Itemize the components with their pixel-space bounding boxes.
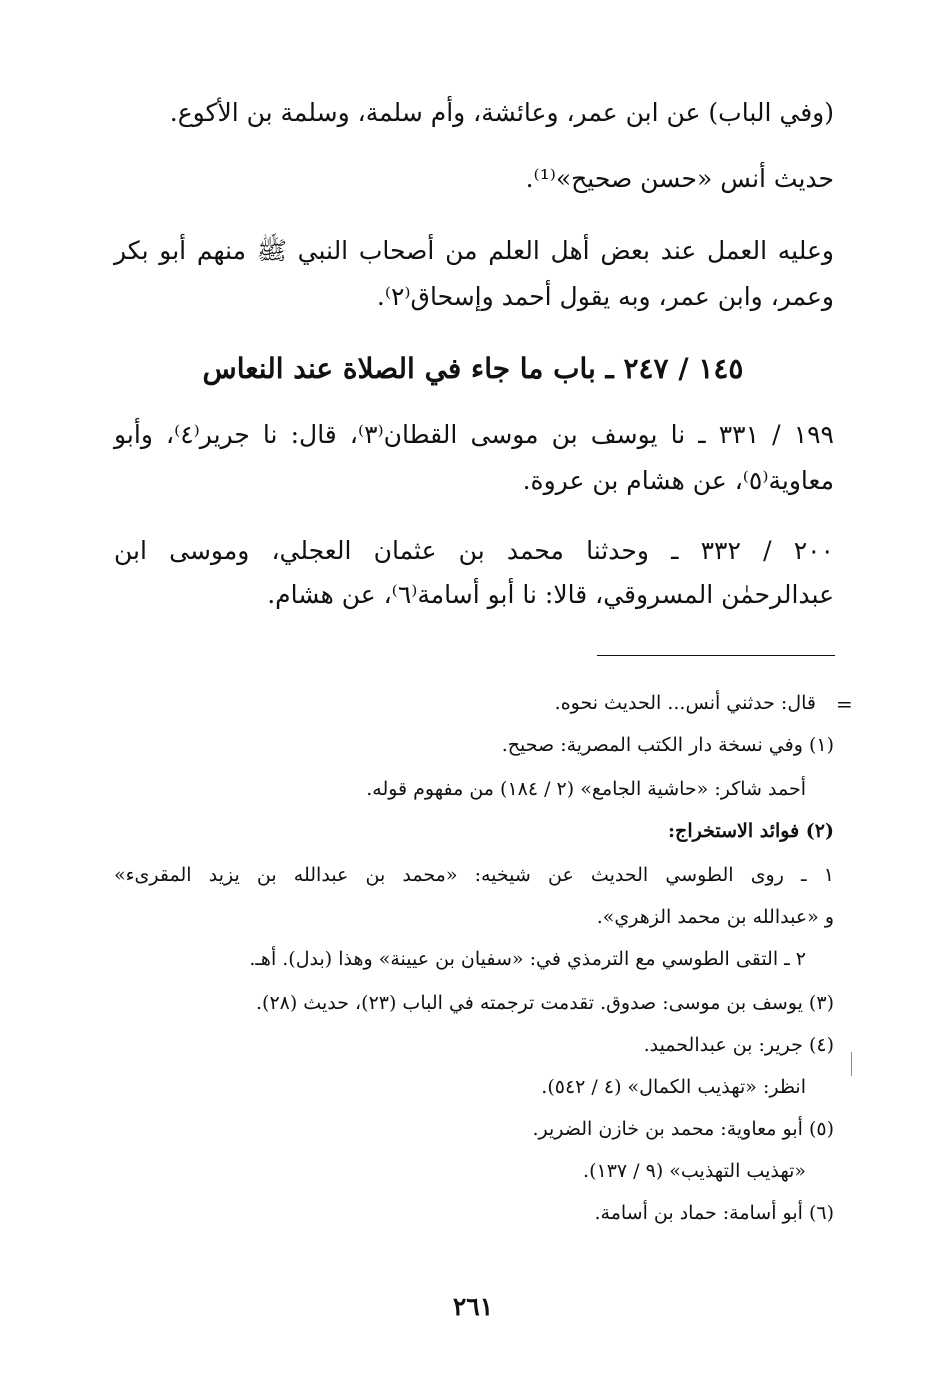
body-line-1: (وفي الباب) عن ابن عمر، وعائشة، وأم سلمة، وسلمة بن الأكوع. xyxy=(169,98,834,127)
footnote-line-8: (٣) يوسف بن موسى: صدوق. تقدمت ترجمته في الباب (٢٣)، حديث (٢٨). xyxy=(255,992,834,1014)
page-number: ٢٦١ xyxy=(452,1292,494,1321)
footnote-line-7: ٢ ـ التقى الطوسي مع الترمذي في: «سفيان بن عيينة» وهذا (بدل). أهـ. xyxy=(249,948,806,970)
footnote-continuation-mark: = xyxy=(836,692,853,716)
body-line-3: وعليه العمل عند بعض أهل العلم من أصحاب النبي ﷺ منهم أبو بكر xyxy=(114,236,834,265)
footnote-line-9: (٤) جرير: بن عبدالحميد. xyxy=(643,1034,834,1056)
footnote-separator xyxy=(597,655,835,656)
footnote-line-13: (٦) أبو أسامة: حماد بن أسامة. xyxy=(594,1202,834,1224)
body-line-4: وعمر، وابن عمر، وبه يقول أحمد وإسحاق⁽٢⁾. xyxy=(376,282,834,311)
footnote-line-12: «تهذيب التهذيب» (٩ / ١٣٧). xyxy=(583,1160,806,1182)
footnote-line-2: (١) وفي نسخة دار الكتب المصرية: صحيح. xyxy=(501,734,834,756)
footnote-line-1: قال: حدثني أنس... الحديث نحوه. xyxy=(554,692,816,714)
body-line-2: حديث أنس «حسن صحيح»⁽¹⁾. xyxy=(525,164,834,193)
hadith-line-3: ٢٠٠ / ٣٣٢ ـ وحدثنا محمد بن عثمان العجلي، وموسى ابن xyxy=(114,536,834,565)
footnote-line-6: و «عبدالله بن محمد الزهري». xyxy=(596,906,834,928)
hadith-line-1: ١٩٩ / ٣٣١ ـ نا يوسف بن موسى القطان⁽٣⁾، قال: نا جرير⁽٤⁾، وأبو xyxy=(114,420,834,449)
margin-tick xyxy=(851,1052,852,1076)
hadith-line-4: عبدالرحمٰن المسروقي، قالا: نا أبو أسامة⁽٦⁾، عن هشام. xyxy=(267,580,834,609)
footnote-line-11: (٥) أبو معاوية: محمد بن خازن الضرير. xyxy=(532,1118,834,1140)
footnote-line-4: (٢) فوائد الاستخراج: xyxy=(668,820,834,842)
footnote-line-5: ١ ـ روى الطوسي الحديث عن شيخيه: «محمد بن عبدالله بن يزيد المقرىء» xyxy=(114,864,834,886)
footnote-line-10: انظر: «تهذيب الكمال» (٤ / ٥٤٢). xyxy=(541,1076,806,1098)
footnote-line-3: أحمد شاكر: «حاشية الجامع» (٢ / ١٨٤) من مفهوم قوله. xyxy=(366,778,806,800)
hadith-line-2: معاوية⁽٥⁾، عن هشام بن عروة. xyxy=(522,466,834,495)
chapter-heading: ١٤٥ / ٢٤٧ ـ باب ما جاء في الصلاة عند النعاس xyxy=(202,352,744,385)
